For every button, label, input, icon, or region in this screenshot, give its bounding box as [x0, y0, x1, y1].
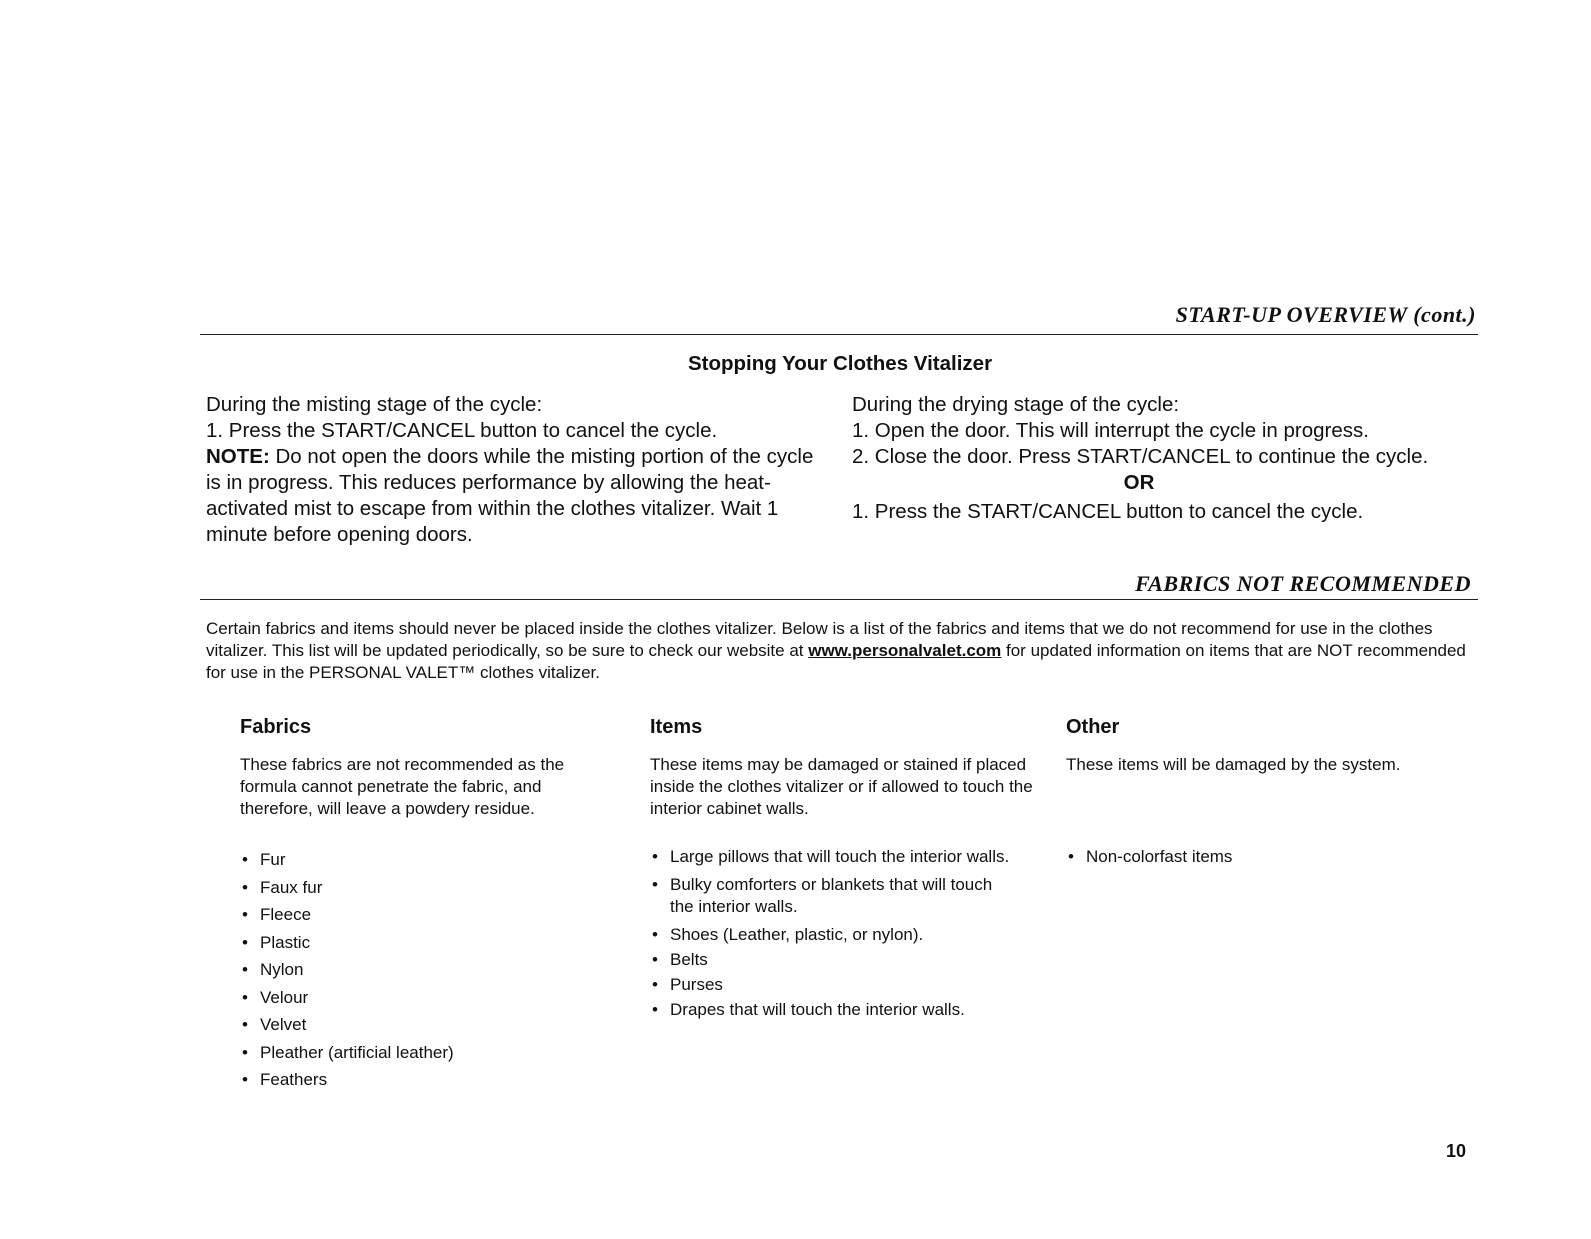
list-item: • Large pillows that will touch the interior walls. [650, 846, 1020, 868]
other-title: Other [1066, 716, 1120, 738]
list-item: • Fur [240, 846, 610, 874]
fabrics-desc: These fabrics are not recommended as the formula cannot penetrate the fabric, and therefore, will leave a powdery residue. [240, 755, 565, 818]
items-title: Items [650, 716, 703, 738]
section-header-fabrics: FABRICS NOT RECOMMENDED [1135, 571, 1471, 596]
items-column [650, 716, 1040, 1021]
list-item: • Nylon [240, 956, 610, 984]
list-item: • Velvet [240, 1011, 610, 1039]
list-item: • Belts [650, 949, 1020, 971]
other-list [1066, 846, 1476, 868]
list-item: • Drapes that will touch the interior walls. [650, 999, 1020, 1021]
list-item: • Velour [240, 984, 610, 1012]
list-item: • Bulky comforters or blankets that will touch the interior walls. [650, 874, 1020, 918]
items-list [650, 846, 1020, 1021]
drying-stage-block [852, 392, 1482, 525]
list-item: • Pleather (artificial leather) [240, 1039, 610, 1067]
fabrics-intro [206, 618, 1474, 684]
misting-step-1: 1. Press the START/CANCEL button to cancel the cycle. [206, 419, 718, 442]
fabrics-list [240, 846, 610, 1094]
other-desc: These items will be damaged by the system. [1066, 755, 1401, 774]
or-separator: OR [1123, 471, 1155, 494]
section-header-startup: START-UP OVERVIEW (cont.) [1175, 302, 1476, 327]
note-paragraph [206, 444, 818, 548]
list-item: • Shoes (Leather, plastic, or nylon). [650, 924, 1020, 946]
items-desc: These items may be damaged or stained if placed inside the clothes vitalizer or if allowed to touch the interior cabinet walls. [650, 755, 1033, 818]
note-text: Do not open the doors while the misting portion of the cycle is in progress. This reduces performance by allowing the heat-activated mist to escape from within the clothes vitalizer. Wait 1 minute before opening doors. [206, 445, 814, 546]
list-item: • Faux fur [240, 874, 610, 902]
fabrics-title: Fabrics [240, 716, 312, 738]
fabrics-column [240, 716, 610, 1094]
drying-step-1b: 1. Press the START/CANCEL button to cancel the cycle. [852, 500, 1364, 523]
list-item: • Purses [650, 974, 1020, 996]
section-title: Stopping Your Clothes Vitalizer [687, 352, 993, 375]
drying-intro: During the drying stage of the cycle: [852, 393, 1180, 416]
drying-step-1: 1. Open the door. This will interrupt the cycle in progress. [852, 419, 1369, 442]
drying-step-2: 2. Close the door. Press START/CANCEL to continue the cycle. [852, 445, 1429, 468]
divider [200, 334, 1478, 335]
other-column [1066, 716, 1476, 868]
website-link[interactable]: www.personalvalet.com [808, 641, 1002, 660]
divider [200, 599, 1478, 600]
page-number: 10 [1446, 1141, 1467, 1161]
misting-intro: During the misting stage of the cycle: [206, 393, 543, 416]
intro-text-a: Certain fabrics and items should never be placed inside the clothes vitalizer. Below is a list of the fabrics and items that we do not recommend for use in the clothes vitalizer. This list will be updated periodically, so be sure to check our website at [206, 619, 1433, 660]
intro-text-b: for updated information on items that are NOT recommended for use in the PERSONAL VALET™ clothes vitalizer. [206, 641, 1466, 682]
misting-stage-block [206, 392, 818, 548]
list-item: • Fleece [240, 901, 610, 929]
list-item: • Feathers [240, 1066, 610, 1094]
note-label: NOTE: [206, 445, 270, 468]
list-item: • Non-colorfast items [1066, 846, 1476, 868]
list-item: • Plastic [240, 929, 610, 957]
